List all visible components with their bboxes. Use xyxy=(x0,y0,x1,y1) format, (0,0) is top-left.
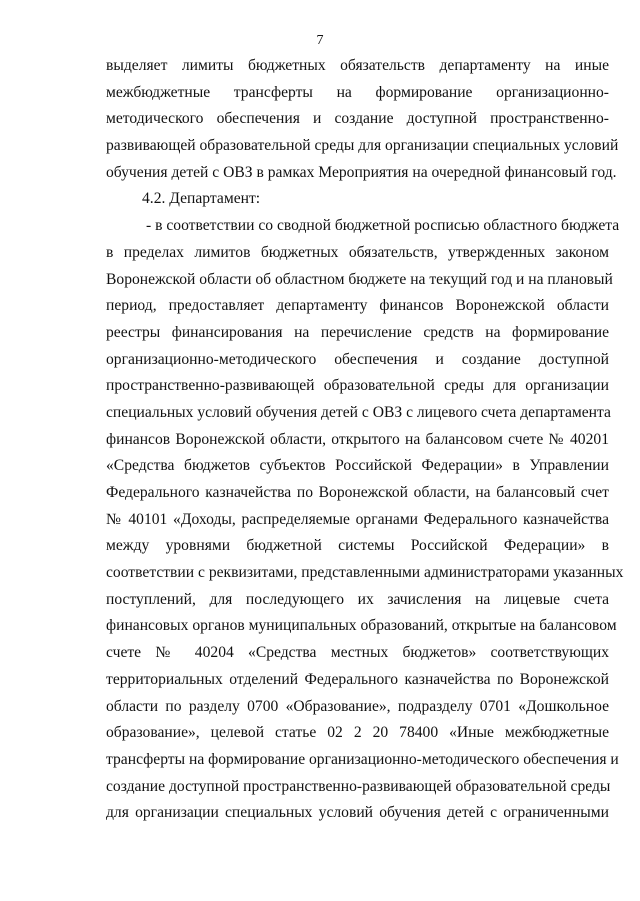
text-line: «Средства бюджетов субъектов Российской Федерации» в Управлении xyxy=(106,457,609,475)
text-line: Федерального казначейства по Воронежской области, на балансовый счет xyxy=(106,484,609,501)
text-line: соответствии с реквизитами, представленными администраторами указанных xyxy=(106,564,624,582)
text-line: образование», целевой статье 02 2 20 78400 «Иные межбюджетные xyxy=(106,724,609,742)
text-line: межбюджетные трансферты на формирование организационно- xyxy=(106,83,609,101)
text-line: методического обеспечения и создание доступной пространственно- xyxy=(106,110,609,128)
text-line: № 40101 «Доходы, распределяемые органами Федерального казначейства xyxy=(106,510,609,528)
text-line: области по разделу 0700 «Образование», подразделу 0701 «Дошкольное xyxy=(106,697,609,715)
text-line: пространственно-развивающей образовательной среды для организации xyxy=(106,377,609,395)
text-line: финансовых органов муниципальных образований, открытые на балансовом xyxy=(106,617,617,635)
text-line: в пределах лимитов бюджетных обязательств, утвержденных законом xyxy=(106,243,609,261)
text-line: обучения детей с ОВЗ в рамках Мероприятия на очередной финансовый год. xyxy=(106,163,617,181)
text-line: организационно-методического обеспечения и создание доступной xyxy=(106,350,609,368)
text-line: Воронежской области об областном бюджете на текущий год и на плановый xyxy=(106,270,613,288)
page-number: 7 xyxy=(316,33,324,48)
text-line: поступлений, для последующего их зачисления на лицевые счета xyxy=(106,590,609,608)
text-line: счете № 40204 «Средства местных бюджетов» соответствующих xyxy=(106,644,609,662)
text-line: между уровнями бюджетной системы Российской Федерации» в xyxy=(106,537,609,555)
body-text xyxy=(106,53,624,827)
text-line: территориальных отделений Федерального казначейства по Воронежской xyxy=(106,670,609,688)
text-line: реестры финансирования на перечисление средств на формирование xyxy=(106,323,609,341)
section-heading: 4.2. Департамент: xyxy=(142,190,261,208)
text-line: выделяет лимиты бюджетных обязательств департаменту на иные xyxy=(106,57,609,74)
text-line: финансов Воронежской области, открытого на балансовом счете № 40201 xyxy=(106,430,609,448)
text-line: специальных условий обучения детей с ОВЗ с лицевого счета департамента xyxy=(106,403,611,421)
text-line: - в соответствии со сводной бюджетной росписью областного бюджета xyxy=(146,217,620,235)
text-line: трансферты на формирование организационно-методического обеспечения и xyxy=(106,750,619,768)
text-line: создание доступной пространственно-развивающей образовательной среды xyxy=(106,777,611,795)
text-line: развивающей образовательной среды для организации специальных условий xyxy=(106,137,619,155)
text-line: период, предоставляет департаменту финансов Воронежской области xyxy=(106,297,609,315)
text-line: для организации специальных условий обучения детей с ограниченными xyxy=(106,804,609,822)
